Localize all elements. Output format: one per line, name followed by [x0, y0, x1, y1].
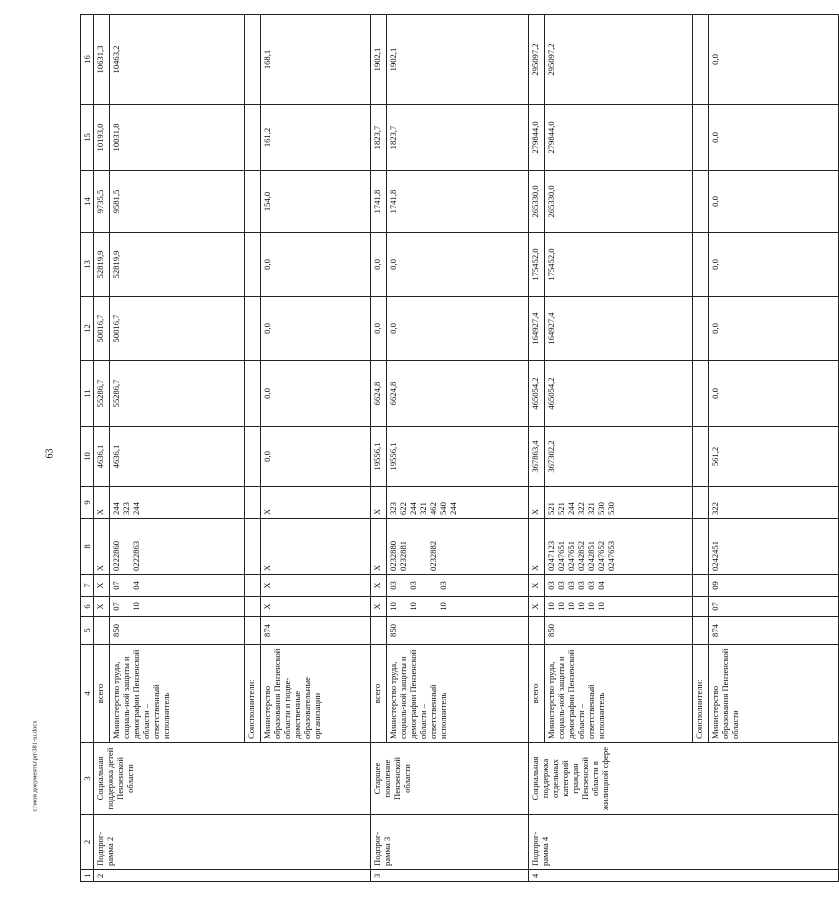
cell-c5: 850 [545, 617, 693, 645]
cell-c14: 265330,0 [529, 171, 545, 233]
cell-c4: Министерство образования Пензенской области и подве-домственные образовательные организации [261, 645, 371, 743]
cell-c14: 1741,8 [387, 171, 529, 233]
cell-c7: 07 04 [110, 575, 245, 597]
block-num-cell: 2 [94, 870, 371, 882]
header-cell: 14 [81, 171, 94, 233]
cell-c16: 1902,1 [387, 15, 529, 105]
block-name-cell: Социальная поддержка детей Пензенской области [94, 743, 371, 815]
cell-c9: 244 323 244 [110, 487, 245, 519]
header-cell: 15 [81, 105, 94, 171]
cell-c16: 295097,2 [529, 15, 545, 105]
budget-table [80, 14, 839, 882]
cell-c14: 1741,8 [371, 171, 387, 233]
cell-c15: 279844,0 [545, 105, 693, 171]
cell-c6: Х [371, 597, 387, 617]
cell-c10: 0,0 [261, 427, 371, 487]
cell-c9: 323 622 244 321 462 540 244 [387, 487, 529, 519]
cell-c11: 0,0 [709, 361, 839, 427]
cell-c10: 367302,2 [545, 427, 693, 487]
cell-c12: 0,0 [371, 297, 387, 361]
cell-c16: 10631,3 [94, 15, 110, 105]
cell-c5: 874 [261, 617, 371, 645]
cell-c5: 850 [110, 617, 245, 645]
cell-c8: 0247123 0247651 0247651 0242852 0242851 0247652 0247653 [545, 519, 693, 575]
header-cell: 8 [81, 519, 94, 575]
cell-c4: всего [94, 645, 110, 743]
header-cell: 7 [81, 575, 94, 597]
cell-c8: Х [529, 519, 545, 575]
cell-c9 [245, 487, 261, 519]
cell-c12: 0,0 [387, 297, 529, 361]
cell-c16 [693, 15, 709, 105]
cell-c5 [693, 617, 709, 645]
cell-c16: 1902,1 [371, 15, 387, 105]
cell-c16: 0,0 [709, 15, 839, 105]
cell-c16: 295097,2 [545, 15, 693, 105]
cell-c5: 874 [709, 617, 839, 645]
cell-c15: 161,2 [261, 105, 371, 171]
header-cell: 1 [81, 870, 94, 882]
cell-c12: 50016,7 [94, 297, 110, 361]
header-cell: 9 [81, 487, 94, 519]
cell-c9: 521 521 244 322 321 530 530 [545, 487, 693, 519]
cell-c5 [371, 617, 387, 645]
cell-c8: Х [261, 519, 371, 575]
cell-c12 [245, 297, 261, 361]
cell-c6: 07 [709, 597, 839, 617]
header-cell: 4 [81, 645, 94, 743]
header-cell: 5 [81, 617, 94, 645]
cell-c10 [693, 427, 709, 487]
cell-c8: 0222860 0222863 [110, 519, 245, 575]
cell-c4: Министерство труда, социаль-ной защиты и демографии Пензенской области – ответственный исполнитель [387, 645, 529, 743]
cell-c9 [693, 487, 709, 519]
header-cell: 6 [81, 597, 94, 617]
table-container [80, 15, 741, 882]
block-num-cell: 3 [371, 870, 529, 882]
page-number: 63 [44, 448, 56, 459]
cell-c7: 09 [709, 575, 839, 597]
rotated-page [80, 15, 741, 882]
cell-c15: 279844,0 [529, 105, 545, 171]
cell-c13: 0,0 [261, 233, 371, 297]
cell-c7: Х [94, 575, 110, 597]
block-name-cell: Старшее поколение Пензенской области [371, 743, 529, 815]
cell-c6 [245, 597, 261, 617]
cell-c11: 465054,2 [529, 361, 545, 427]
cell-c8 [693, 519, 709, 575]
cell-c14: 154,0 [261, 171, 371, 233]
table-body [81, 15, 839, 882]
cell-c14 [245, 171, 261, 233]
cell-c10: 4636,1 [94, 427, 110, 487]
cell-c4: Министерство труда, социаль-ной защиты и демографии Пензенской области – ответственный исполнитель [110, 645, 245, 743]
cell-c7 [693, 575, 709, 597]
cell-c4: Министерство образования Пензенской области [709, 645, 839, 743]
cell-c8 [245, 519, 261, 575]
cell-c13: 0,0 [387, 233, 529, 297]
cell-c11 [693, 361, 709, 427]
cell-c14: 265330,0 [545, 171, 693, 233]
cell-c11: 465054,2 [545, 361, 693, 427]
header-cell: 13 [81, 233, 94, 297]
cell-c14 [693, 171, 709, 233]
cell-c4: Соисполнители: [693, 645, 709, 743]
header-row [81, 15, 94, 882]
cell-c9: 322 [709, 487, 839, 519]
cell-c6: 10 10 10 [387, 597, 529, 617]
header-cell: 16 [81, 15, 94, 105]
cell-c14: 9581,5 [110, 171, 245, 233]
cell-c15: 0,0 [709, 105, 839, 171]
cell-c10: 19556,1 [371, 427, 387, 487]
cell-c5 [245, 617, 261, 645]
cell-c6: Х [529, 597, 545, 617]
cell-c5 [529, 617, 545, 645]
cell-c7 [245, 575, 261, 597]
cell-c8: 0232880 0232881 0232882 [387, 519, 529, 575]
cell-c13: 52819,9 [110, 233, 245, 297]
cell-c4: Соисполнители: [245, 645, 261, 743]
cell-c7: 03 03 03 03 03 04 [545, 575, 693, 597]
cell-c13: 175452,0 [529, 233, 545, 297]
cell-c6: 07 10 [110, 597, 245, 617]
footer-file-path: c:\мои документы\рп\381-ш.docx [31, 720, 39, 812]
cell-c12 [693, 297, 709, 361]
table-row [371, 15, 387, 882]
cell-c13 [693, 233, 709, 297]
cell-c15: 1823,7 [371, 105, 387, 171]
table-row [94, 15, 110, 882]
cell-c10: 367863,4 [529, 427, 545, 487]
cell-c6: Х [94, 597, 110, 617]
header-cell: 10 [81, 427, 94, 487]
cell-c8: Х [371, 519, 387, 575]
cell-c12: 164927,4 [545, 297, 693, 361]
cell-c10: 19556,1 [387, 427, 529, 487]
cell-c5: 850 [387, 617, 529, 645]
cell-c10: 4636,1 [110, 427, 245, 487]
block-program-cell: Подпрог-рамма 2 [94, 815, 371, 870]
cell-c11: 55286,7 [94, 361, 110, 427]
cell-c7: Х [371, 575, 387, 597]
cell-c6 [693, 597, 709, 617]
cell-c16: 10463,2 [110, 15, 245, 105]
header-cell: 11 [81, 361, 94, 427]
cell-c11 [245, 361, 261, 427]
cell-c16: 168,1 [261, 15, 371, 105]
cell-c6: 10 10 10 10 10 10 [545, 597, 693, 617]
cell-c15: 10193,0 [94, 105, 110, 171]
cell-c12: 164927,4 [529, 297, 545, 361]
cell-c9: Х [261, 487, 371, 519]
cell-c9: Х [94, 487, 110, 519]
header-cell: 3 [81, 743, 94, 815]
header-cell: 2 [81, 815, 94, 870]
cell-c5 [94, 617, 110, 645]
cell-c11: 0,0 [261, 361, 371, 427]
cell-c12: 50016,7 [110, 297, 245, 361]
cell-c8: 0242451 [709, 519, 839, 575]
block-num-cell: 4 [529, 870, 839, 882]
cell-c12: 0,0 [709, 297, 839, 361]
cell-c11: 6624,8 [371, 361, 387, 427]
cell-c9: Х [371, 487, 387, 519]
cell-c4: всего [529, 645, 545, 743]
cell-c10: 561,2 [709, 427, 839, 487]
cell-c10 [245, 427, 261, 487]
cell-c16 [245, 15, 261, 105]
cell-c15: 1823,7 [387, 105, 529, 171]
cell-c11: 55286,7 [110, 361, 245, 427]
cell-c7: Х [529, 575, 545, 597]
cell-c14: 9735,5 [94, 171, 110, 233]
cell-c6: Х [261, 597, 371, 617]
cell-c13: 0,0 [371, 233, 387, 297]
cell-c7: Х [261, 575, 371, 597]
cell-c15 [693, 105, 709, 171]
cell-c13: 52819,9 [94, 233, 110, 297]
cell-c4: всего [371, 645, 387, 743]
header-cell: 12 [81, 297, 94, 361]
cell-c14: 0,0 [709, 171, 839, 233]
cell-c13: 175452,0 [545, 233, 693, 297]
cell-c8: Х [94, 519, 110, 575]
block-name-cell: Социальная поддержка отдельных категорий граждан Пензенской области в жилищной сфере [529, 743, 839, 815]
cell-c9: Х [529, 487, 545, 519]
cell-c7: 03 03 03 [387, 575, 529, 597]
cell-c12: 0,0 [261, 297, 371, 361]
cell-c15: 10031,8 [110, 105, 245, 171]
cell-c4: Министерство труда, социаль-ной защиты и демографии Пензенской области – ответственный исполнитель [545, 645, 693, 743]
cell-c13 [245, 233, 261, 297]
cell-c15 [245, 105, 261, 171]
cell-c11: 6624,8 [387, 361, 529, 427]
block-program-cell: Подпрог-рамма 4 [529, 815, 839, 870]
table-row [529, 15, 545, 882]
cell-c13: 0,0 [709, 233, 839, 297]
block-program-cell: Подпрог-рамма 3 [371, 815, 529, 870]
